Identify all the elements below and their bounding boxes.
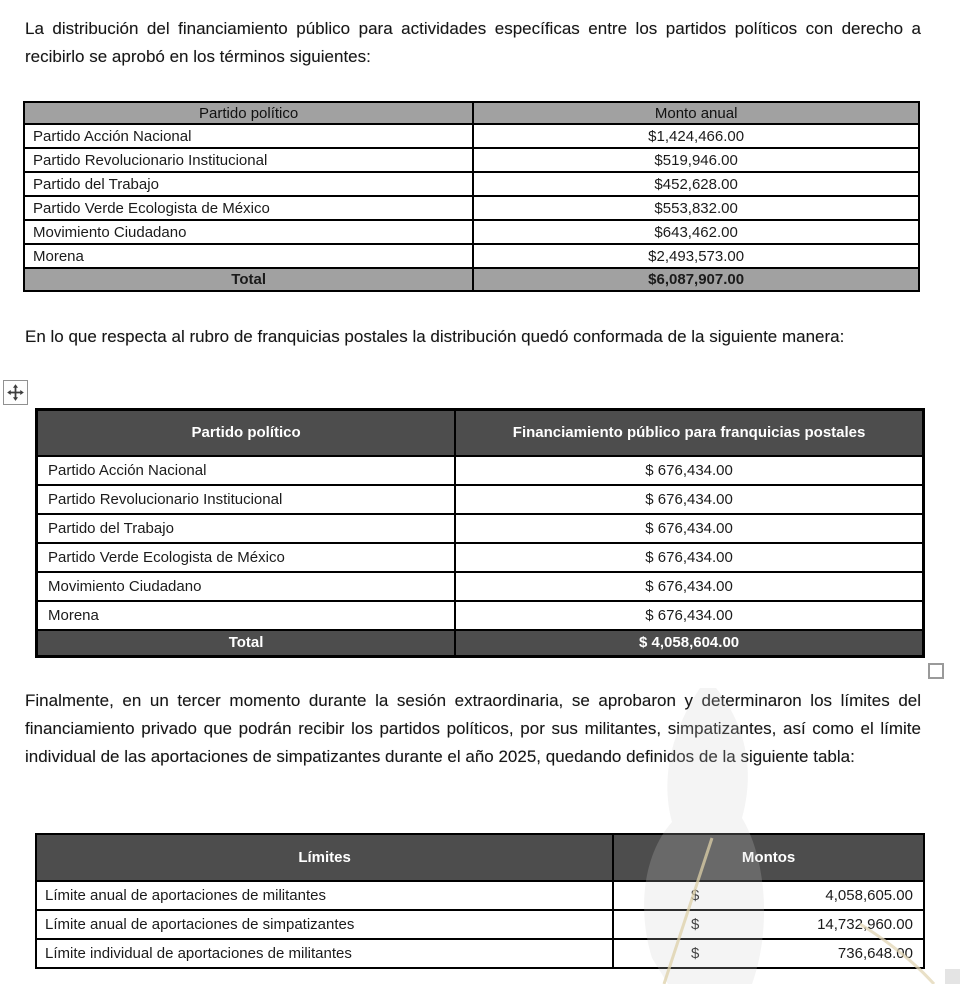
cell-party: Partido Revolucionario Institucional (24, 148, 473, 172)
cell-party: Partido Acción Nacional (24, 124, 473, 148)
cell-amount: $2,493,573.00 (473, 244, 919, 268)
cell-party: Movimiento Ciudadano (24, 220, 473, 244)
currency-symbol: $ (691, 887, 700, 904)
cell-party: Morena (37, 601, 456, 630)
table-move-handle[interactable] (3, 380, 28, 405)
table-row (24, 172, 919, 196)
paragraph-franquicias-postales: En lo que respecta al rubro de franquicias postales la distribución quedó conformada de la siguiente manera: (25, 327, 845, 346)
header-montos: Montos (613, 834, 924, 881)
cell-amount: $452,628.00 (473, 172, 919, 196)
table-row (37, 514, 924, 543)
cell-amount: $ 676,434.00 (455, 456, 923, 485)
table-resize-handle[interactable] (928, 663, 944, 679)
table-monto-anual (23, 101, 920, 292)
amount-value: 14,732,960.00 (817, 916, 913, 933)
currency-symbol: $ (691, 945, 700, 962)
cell-party: Partido Verde Ecologista de México (37, 543, 456, 572)
four-way-arrow-icon (6, 383, 25, 402)
table-row (24, 148, 919, 172)
cell-party: Partido del Trabajo (24, 172, 473, 196)
table-row (36, 881, 924, 910)
amount-value: 736,648.00 (837, 945, 913, 962)
cell-limit-label: Límite anual de aportaciones de militantes (36, 881, 613, 910)
cell-amount: $519,946.00 (473, 148, 919, 172)
cell-amount: $643,462.00 (473, 220, 919, 244)
cell-party: Movimiento Ciudadano (37, 572, 456, 601)
cell-amount: $ 676,434.00 (455, 572, 923, 601)
header-partido-politico: Partido político (24, 102, 473, 124)
table-header-row (36, 834, 924, 881)
cell-amount (613, 939, 924, 968)
total-label: Total (37, 630, 456, 657)
cell-amount: $ 676,434.00 (455, 601, 923, 630)
header-monto-anual: Monto anual (473, 102, 919, 124)
table-total-row (37, 630, 924, 657)
total-label: Total (24, 268, 473, 291)
paragraph-intro-financiamiento: La distribución del financiamiento público para actividades específicas entre los partidos políticos con derecho a recibirlo se aprobó en los términos siguientes: (25, 19, 921, 66)
table-row (24, 244, 919, 268)
cell-limit-label: Límite individual de aportaciones de militantes (36, 939, 613, 968)
table-header-row (24, 102, 919, 124)
table-total-row (24, 268, 919, 291)
table-limites-montos (35, 833, 925, 969)
header-limites: Límites (36, 834, 613, 881)
header-financiamiento-franquicias: Financiamiento público para franquicias postales (455, 410, 923, 456)
cell-amount: $ 676,434.00 (455, 543, 923, 572)
currency-symbol: $ (691, 916, 700, 933)
table-row (37, 456, 924, 485)
cell-amount: $ 676,434.00 (455, 485, 923, 514)
total-amount: $ 4,058,604.00 (455, 630, 923, 657)
table-row (37, 601, 924, 630)
paragraph-limites-financiamiento: Finalmente, en un tercer momento durante la sesión extraordinaria, se aprobaron y determinaron los límites del financiamiento privado que podrán recibir los partidos políticos, por sus militantes, simpatizantes, así como el límite individual de las aportaciones de simpatizantes durante el año 2025, quedando definidos de la siguiente tabla: (25, 691, 921, 766)
total-amount: $6,087,907.00 (473, 268, 919, 291)
cell-party: Partido Revolucionario Institucional (37, 485, 456, 514)
cell-amount: $1,424,466.00 (473, 124, 919, 148)
cell-party: Partido Acción Nacional (37, 456, 456, 485)
cell-amount: $ 676,434.00 (455, 514, 923, 543)
table-franquicias-postales (35, 408, 925, 658)
cell-amount: $553,832.00 (473, 196, 919, 220)
table-row (37, 485, 924, 514)
table-row (37, 572, 924, 601)
header-partido-politico: Partido político (37, 410, 456, 456)
cell-party: Morena (24, 244, 473, 268)
cell-amount (613, 910, 924, 939)
table-row (36, 939, 924, 968)
table-row (37, 543, 924, 572)
cell-amount (613, 881, 924, 910)
table-header-row (37, 410, 924, 456)
amount-value: 4,058,605.00 (825, 887, 913, 904)
corner-artifact (945, 969, 960, 984)
table-row (24, 220, 919, 244)
cell-party: Partido del Trabajo (37, 514, 456, 543)
cell-limit-label: Límite anual de aportaciones de simpatizantes (36, 910, 613, 939)
cell-party: Partido Verde Ecologista de México (24, 196, 473, 220)
table-row (24, 124, 919, 148)
table-row (36, 910, 924, 939)
table-row (24, 196, 919, 220)
